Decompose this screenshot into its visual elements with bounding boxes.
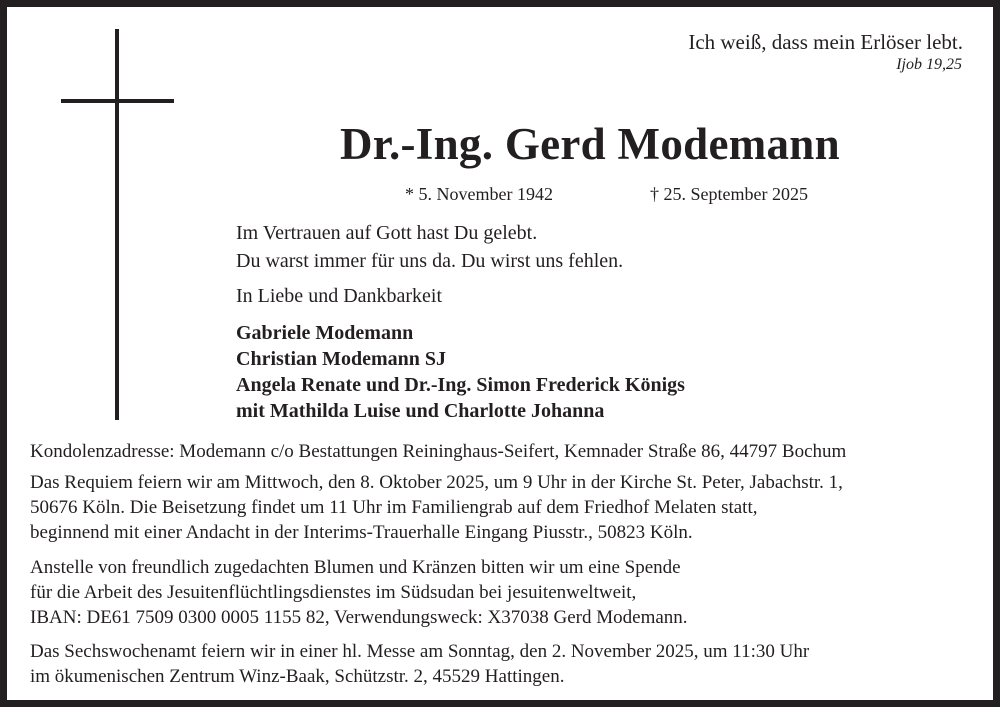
requiem-line: 50676 Köln. Die Beisetzung findet um 11 Uhr im Familiengrab auf dem Friedhof Melaten statt, [30,497,758,518]
poem-line: Im Vertrauen auf Gott hast Du gelebt. [236,222,538,244]
closing-greeting: In Liebe und Dankbarkeit [236,285,443,307]
six-week-mass-notice [30,639,809,689]
family-member: Angela Renate und Dr.-Ing. Simon Frederick Königs [236,374,685,396]
family-member: mit Mathilda Luise und Charlotte Johanna [236,400,605,422]
memorial-poem [236,219,623,275]
donation-notice [30,555,688,630]
family-member: Christian Modemann SJ [236,348,447,370]
requiem-line: beginnend mit einer Andacht in der Interims-Trauerhalle Eingang Piusstr., 50823 Köln. [30,522,693,543]
condolence-address: Kondolenzadresse: Modemann c/o Bestattungen Reininghaus-Seifert, Kemnader Straße 86, 44797 Bochum [30,441,847,462]
cross-horizontal-bar [61,99,174,103]
cross-vertical-bar [115,29,119,420]
donation-line: Anstelle von freundlich zugedachten Blumen und Kränzen bitten wir um eine Spende [30,557,681,578]
donation-line: IBAN: DE61 7509 0300 0005 1155 82, Verwendungsweck: X37038 Gerd Modemann. [30,607,688,628]
requiem-line: Das Requiem feiern wir am Mittwoch, den 8. Oktober 2025, um 9 Uhr in der Kirche St. Peter, Jabachstr. 1, [30,472,843,493]
family-member: Gabriele Modemann [236,322,414,344]
death-date: † 25. September 2025 [650,184,808,204]
donation-line: für die Arbeit des Jesuitenflüchtlingsdienstes im Südsudan bei jesuitenweltweit, [30,582,637,603]
bible-verse-reference: Ijob 19,25 [896,56,962,73]
poem-line: Du warst immer für uns da. Du wirst uns fehlen. [236,250,624,272]
requiem-notice [30,470,843,545]
family-signatures [236,320,685,424]
birth-date: * 5. November 1942 [405,184,553,204]
deceased-name: Dr.-Ing. Gerd Modemann [340,119,840,169]
mass-line: im ökumenischen Zentrum Winz-Baak, Schützstr. 2, 45529 Hattingen. [30,666,565,687]
mass-line: Das Sechswochenamt feiern wir in einer hl. Messe am Sonntag, den 2. November 2025, um 11:30 Uhr [30,641,810,662]
bible-verse: Ich weiß, dass mein Erlöser lebt. [688,30,963,54]
